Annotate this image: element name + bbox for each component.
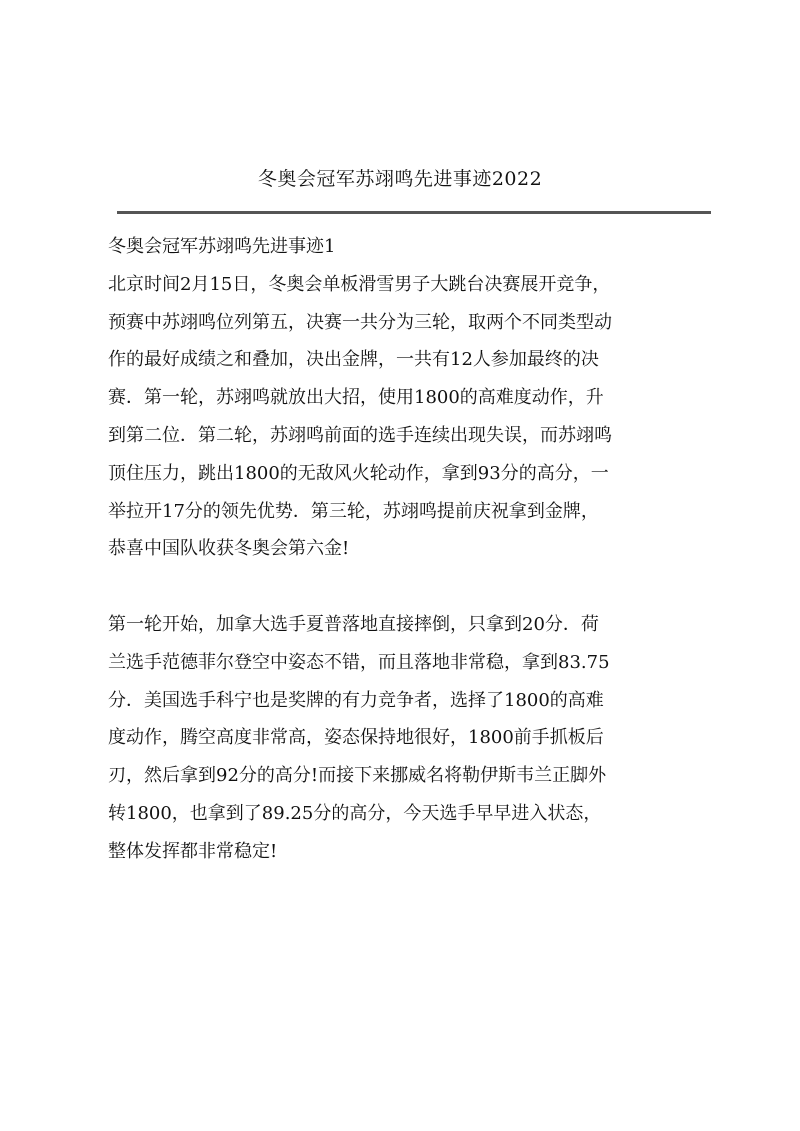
paragraph-line: 整体发挥都非常稳定!: [108, 840, 278, 862]
paragraph-line: 北京时间2月15日，冬奥会单板滑雪男子大跳台决赛展开竞争，: [108, 273, 611, 295]
document-body: [108, 228, 712, 871]
paragraph-line: 举拉开17分的领先优势．第三轮，苏翊鸣提前庆祝拿到金牌，: [108, 500, 599, 522]
paragraph-line: 转1800，也拿到了89.25分的高分，今天选手早早进入状态，: [108, 802, 602, 824]
document-title: 冬奥会冠军苏翊鸣先进事迹2022: [257, 168, 543, 190]
paragraph-line: 到第二位．第二轮，苏翊鸣前面的选手连续出现失误，而苏翊鸣: [108, 424, 612, 446]
paragraph-line: 预赛中苏翊鸣位列第五，决赛一共分为三轮，取两个不同类型动: [108, 311, 612, 333]
paragraph-1: [108, 266, 712, 568]
title-divider: [117, 211, 711, 214]
paragraph-line: 刃，然后拿到92分的高分!而接下来挪威名将勒伊斯韦兰正脚外: [108, 765, 607, 787]
paragraph-2: [108, 606, 712, 871]
paragraph-line: 顶住压力，跳出1800的无敌风火轮动作，拿到93分的高分，一: [108, 462, 609, 484]
paragraph-line: 度动作，腾空高度非常高，姿态保持地很好，1800前手抓板后: [108, 727, 604, 749]
paragraph-line: 第一轮开始，加拿大选手夏普落地直接摔倒，只拿到20分．荷: [108, 613, 599, 635]
paragraph-line: 赛．第一轮，苏翊鸣就放出大招，使用1800的高难度动作，升: [108, 387, 604, 409]
paragraph-line: 恭喜中国队收获冬奥会第六金!: [108, 538, 350, 560]
section-heading: 冬奥会冠军苏翊鸣先进事迹1: [108, 236, 336, 257]
paragraph-line: 兰选手范德菲尔登空中姿态不错，而且落地非常稳，拿到83.75: [108, 651, 610, 673]
paragraph-line: 作的最好成绩之和叠加，决出金牌，一共有12人参加最终的决: [108, 349, 599, 371]
paragraph-line: 分．美国选手科宁也是奖牌的有力竞争者，选择了1800的高难: [108, 689, 604, 711]
